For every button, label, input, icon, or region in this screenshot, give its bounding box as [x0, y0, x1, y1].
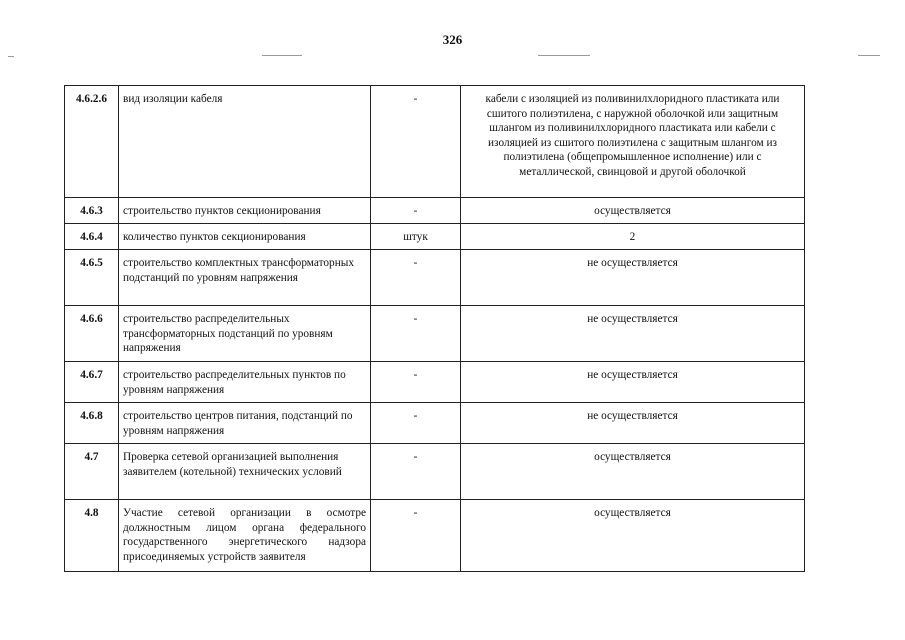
- table-row: [65, 198, 805, 224]
- row-unit: -: [371, 198, 461, 224]
- row-unit: -: [371, 306, 461, 362]
- row-code: 4.6.7: [65, 362, 119, 403]
- row-value: не осуществляется: [461, 306, 805, 362]
- row-code: 4.6.6: [65, 306, 119, 362]
- row-unit: -: [371, 444, 461, 500]
- row-unit: -: [371, 500, 461, 572]
- row-value: не осуществляется: [461, 403, 805, 444]
- row-name: строительство центров питания, подстанций по уровням напряжения: [119, 403, 371, 444]
- scan-artifact-line: [858, 55, 880, 56]
- row-code: 4.7: [65, 444, 119, 500]
- row-name: строительство распределительных трансформаторных подстанций по уровням напряжения: [119, 306, 371, 362]
- row-code: 4.6.4: [65, 224, 119, 250]
- row-code: 4.8: [65, 500, 119, 572]
- table-row: [65, 500, 805, 572]
- row-name: Участие сетевой организации в осмотре должностным лицом органа федерального государственного энергетического надзора присоединяемых устройств заявителя: [119, 500, 371, 572]
- scan-artifact-line: [538, 55, 590, 56]
- row-name: строительство пунктов секционирования: [119, 198, 371, 224]
- row-code: 4.6.3: [65, 198, 119, 224]
- scan-artifact-line: [262, 55, 302, 56]
- row-code: 4.6.5: [65, 250, 119, 306]
- row-name: строительство распределительных пунктов по уровням напряжения: [119, 362, 371, 403]
- row-unit: штук: [371, 224, 461, 250]
- row-name: Проверка сетевой организацией выполнения заявителем (котельной) технических условий: [119, 444, 371, 500]
- specification-table: [64, 85, 805, 572]
- table-row: [65, 403, 805, 444]
- row-value: осуществляется: [461, 198, 805, 224]
- row-value: осуществляется: [461, 444, 805, 500]
- scan-artifact-line: [8, 56, 14, 57]
- row-value: не осуществляется: [461, 250, 805, 306]
- table-row: [65, 86, 805, 198]
- row-name: количество пунктов секционирования: [119, 224, 371, 250]
- row-code: 4.6.8: [65, 403, 119, 444]
- row-value: кабели с изоляцией из поливинилхлоридного пластиката или сшитого полиэтилена, с наружной оболочкой или защитным шлангом из поливинилхлоридного пластиката или кабели с изоляцией из сшитого полиэтилена с защитным шлангом из полиэтилена (общепромышленное исполнение) или с металлической, свинцовой и другой оболочкой: [461, 86, 805, 198]
- table-row: [65, 444, 805, 500]
- row-name: вид изоляции кабеля: [119, 86, 371, 198]
- table-row: [65, 362, 805, 403]
- table-row: [65, 250, 805, 306]
- row-unit: -: [371, 86, 461, 198]
- table-row: [65, 224, 805, 250]
- row-unit: -: [371, 403, 461, 444]
- row-value: 2: [461, 224, 805, 250]
- row-unit: -: [371, 362, 461, 403]
- page-number: 326: [442, 32, 463, 47]
- row-code: 4.6.2.6: [65, 86, 119, 198]
- row-value: не осуществляется: [461, 362, 805, 403]
- table-row: [65, 306, 805, 362]
- row-unit: -: [371, 250, 461, 306]
- row-name: строительство комплектных трансформаторных подстанций по уровням напряжения: [119, 250, 371, 306]
- row-value: осуществляется: [461, 500, 805, 572]
